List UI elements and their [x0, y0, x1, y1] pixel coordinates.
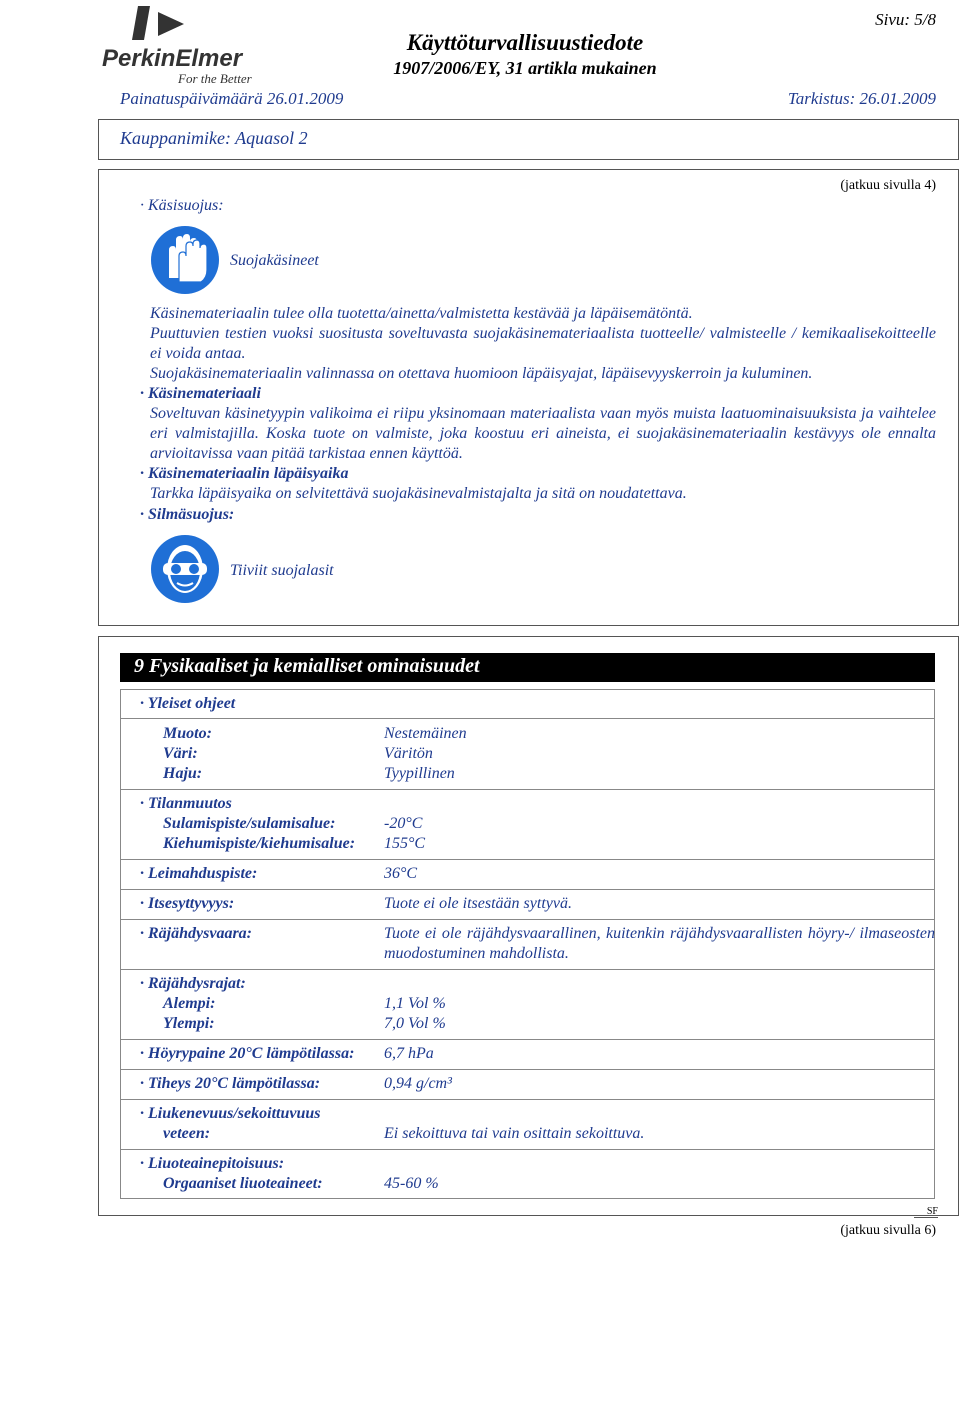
flash-point-value: 36°C: [384, 865, 418, 882]
explosion-danger-value: Tuote ei ole räjähdysvaarallinen, kuitenkin räjähdysvaarallisten höyry-/ ilmaseosten muodostuminen mahdollista.: [384, 925, 935, 962]
vapour-pressure-value: 6,7 hPa: [384, 1045, 434, 1062]
general-row: [120, 689, 935, 719]
self-ignition-label: · Itsesyttyvyys:: [140, 895, 235, 912]
flash-point-label: · Leimahduspiste:: [140, 865, 258, 882]
colour-value: Väritön: [384, 745, 433, 762]
boiling-value: 155°C: [384, 835, 426, 852]
organic-solvents-value: 45-60 %: [384, 1175, 439, 1192]
lower-limit-label: Alempi:: [163, 995, 216, 1012]
solubility-label: · Liukenevuus/sekoittuvuus: [140, 1105, 321, 1122]
glove-material-label: · Käsinemateriaali: [140, 385, 261, 402]
upper-limit-label: Ylempi:: [163, 1015, 215, 1032]
melting-value: -20°C: [384, 815, 423, 832]
glove-material-text: Soveltuvan käsinetyypin valikoima ei riipu yksinomaan materiaalista vaan myös muista laatuominaisuuksista ja vaihtelee eri valmistajilla. Koska tuote on valmiste, joka koostuu eri aineista, ei suojakäsinemateriaalin kestävyys ole ennalta arvioitavissa vaan pitää tarkistaa ennen käyttöä.: [150, 405, 936, 462]
self-ignition-value: Tuote ei ole itsestään syttyvä.: [384, 895, 572, 912]
gloves-icon: [149, 224, 221, 296]
odour-label: Haju:: [163, 765, 203, 782]
glove-material-para-3: Suojakäsinemateriaalin valinnassa on otettava huomioon läpäisyajat, läpäisevyyskerroin ja kuluminen.: [150, 365, 813, 382]
page-number: Sivu: 5/8: [875, 10, 936, 29]
glove-material-para-2: Puuttuvien testien vuoksi suositusta soveltuvasta suojakäsinemateriaalista tuotteelle/ valmisteelle / kemikaalisekoitteelle ei voida antaa.: [150, 325, 936, 362]
revision-date: Tarkistus: 26.01.2009: [787, 89, 936, 108]
solubility-value: Ei sekoittuva tai vain osittain sekoittuva.: [384, 1125, 645, 1142]
glove-material-para-1: Käsinemateriaalin tulee olla tuotetta/ainetta/valmistetta kestävää ja läpäisemätöntä.: [150, 305, 693, 322]
appearance-row: [120, 718, 935, 790]
organic-solvents-label: Orgaaniset liuoteaineet:: [163, 1175, 323, 1192]
explosion-limits-label: · Räjähdysrajat:: [140, 975, 246, 992]
hand-protection-label: · Käsisuojus:: [140, 197, 224, 214]
gloves-caption: Suojakäsineet: [230, 252, 319, 269]
goggles-caption: Tiiviit suojalasit: [230, 562, 334, 579]
solvent-content-label: · Liuoteainepitoisuus:: [140, 1155, 285, 1172]
section-9-title: 9 Fysikaaliset ja kemialliset ominaisuudet: [134, 655, 480, 677]
trade-name: Kauppanimike: Aquasol 2: [120, 128, 308, 148]
melting-label: Sulamispiste/sulamisalue:: [163, 815, 336, 832]
document-title: Käyttöturvallisuustiedote: [406, 30, 644, 55]
goggles-icon: [149, 533, 221, 605]
state-change-label: · Tilanmuutos: [140, 795, 232, 812]
explosion-danger-label: · Räjähdysvaara:: [140, 925, 252, 942]
language-code: SF: [914, 1206, 938, 1218]
upper-limit-value: 7,0 Vol %: [384, 1015, 446, 1032]
svg-text:PerkinElmer: PerkinElmer: [102, 45, 243, 72]
density-value: 0,94 g/cm³: [384, 1075, 452, 1092]
solubility-water-label: veteen:: [163, 1125, 211, 1142]
colour-label: Väri:: [163, 745, 198, 762]
form-label: Muoto:: [163, 725, 212, 742]
penetration-time-text: Tarkka läpäisyaika on selvitettävä suojakäsinevalmistajalta ja sitä on noudatettava.: [150, 485, 687, 502]
penetration-time-label: · Käsinemateriaalin läpäisyaika: [140, 465, 349, 482]
lower-limit-value: 1,1 Vol %: [384, 995, 446, 1012]
svg-text:For the Better: For the Better: [178, 71, 252, 86]
density-label: · Tiheys 20°C lämpötilassa:: [140, 1075, 321, 1092]
print-date: Painatuspäivämäärä 26.01.2009: [120, 89, 344, 108]
perkinelmer-logo: [98, 4, 268, 86]
eye-protection-label: · Silmäsuojus:: [140, 506, 235, 523]
vapour-pressure-label: · Höyrypaine 20°C lämpötilassa:: [140, 1045, 355, 1062]
continued-from: (jatkuu sivulla 4): [840, 178, 936, 193]
continued-on: (jatkuu sivulla 6): [840, 1223, 936, 1238]
general-label: · Yleiset ohjeet: [140, 695, 236, 712]
boiling-label: Kiehumispiste/kiehumisalue:: [163, 835, 356, 852]
form-value: Nestemäinen: [384, 725, 467, 742]
document-subtitle: 1907/2006/EY, 31 artikla mukainen: [393, 58, 657, 78]
odour-value: Tyypillinen: [384, 765, 455, 782]
